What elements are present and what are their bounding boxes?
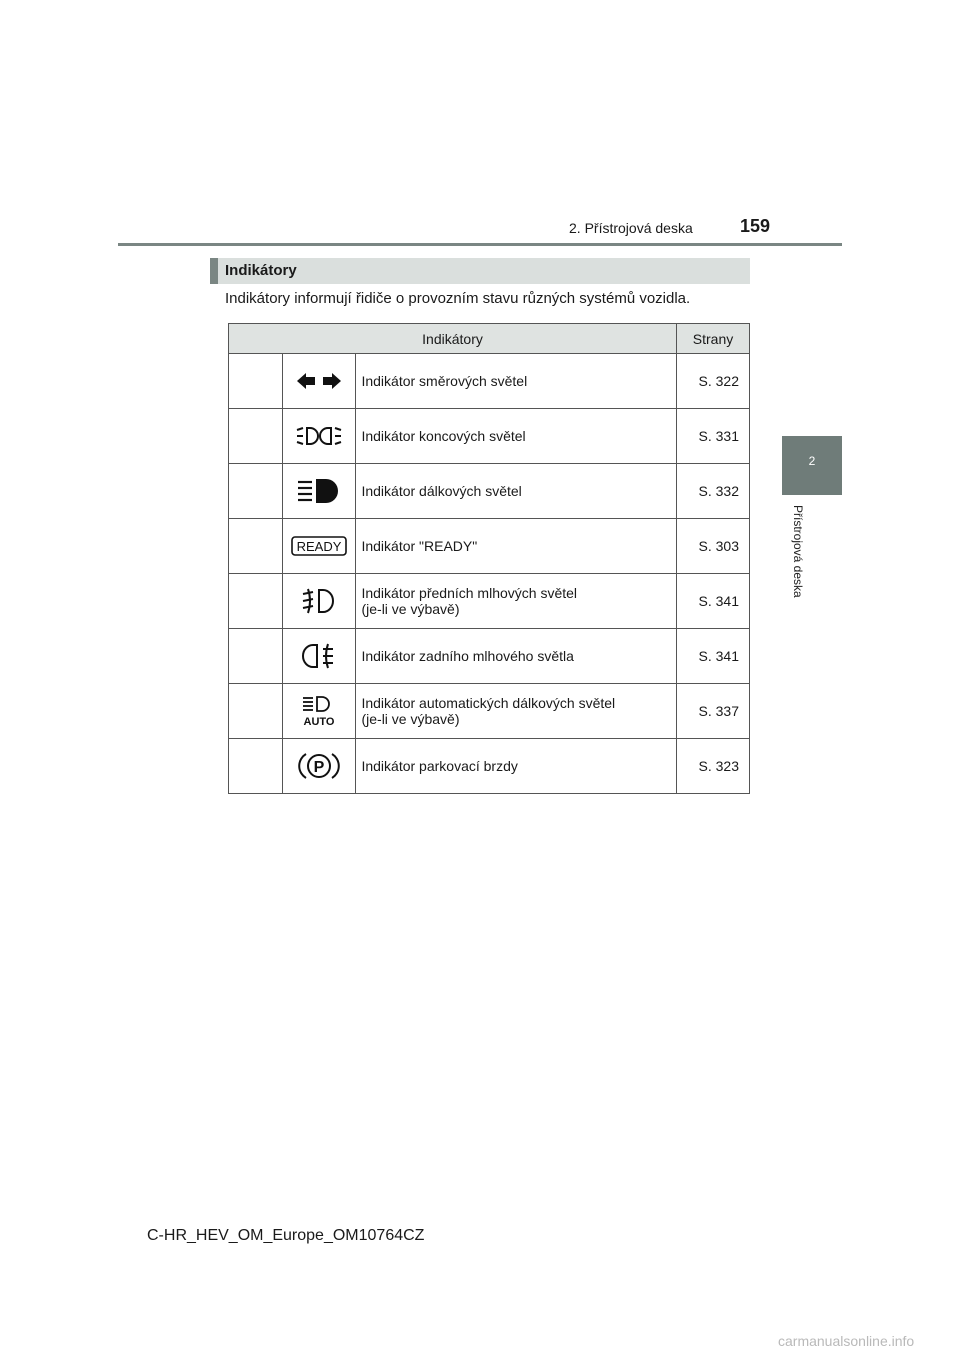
ready-indicator-icon: [291, 536, 347, 556]
watermark: carmanualsonline.info: [778, 1333, 915, 1349]
indicator-name: Indikátor "READY": [361, 538, 478, 554]
indicator-name: Indikátor zadního mlhového světla: [361, 648, 574, 664]
section-accent: [210, 258, 218, 284]
table-cell-icon: [283, 574, 356, 629]
indicator-name: Indikátor koncových světel: [361, 428, 526, 444]
section-title: Indikátory: [225, 262, 297, 279]
table-cell-blank: [229, 629, 283, 684]
page-ref: S. 331: [677, 409, 750, 464]
indicator-note: (je-li ve výbavě): [361, 711, 460, 727]
table-cell-blank: [229, 409, 283, 464]
front-fog-light-icon: [301, 587, 337, 615]
table-cell-icon: [283, 519, 356, 574]
parking-brake-icon: [298, 750, 340, 782]
auto-high-beam-icon: [299, 695, 339, 727]
intro-paragraph: Indikátory informují řidiče o provozním stavu různých systémů vozidla.: [225, 290, 691, 307]
table-cell-icon: [283, 739, 356, 794]
footer-document-code: C-HR_HEV_OM_Europe_OM10764CZ: [147, 1227, 425, 1244]
table-row: [229, 574, 750, 629]
indicator-name: Indikátor předních mlhových světel: [361, 585, 578, 601]
table-cell-icon: [283, 409, 356, 464]
tail-light-icon: [295, 424, 343, 448]
table-row: [229, 464, 750, 519]
table-row: [229, 519, 750, 574]
page-ref: S. 332: [677, 464, 750, 519]
indicator-name: Indikátor automatických dálkových světel: [361, 695, 616, 711]
table-cell-blank: [229, 354, 283, 409]
table-cell-icon: [283, 629, 356, 684]
table-row: [229, 684, 750, 739]
page-ref: S. 322: [677, 354, 750, 409]
table-cell-icon: [283, 684, 356, 739]
indicators-table: [228, 323, 750, 794]
section-heading-bar: [210, 258, 750, 284]
page-ref: S. 303: [677, 519, 750, 574]
table-row: [229, 739, 750, 794]
turn-signal-arrows-icon: [295, 371, 343, 391]
table-header-row: [229, 324, 750, 354]
chapter-tab-label: Přístrojová deska: [791, 505, 805, 598]
header-chapter-title: 2. Přístrojová deska: [569, 220, 693, 236]
chapter-tab-number: 2: [808, 454, 816, 468]
table-cell-blank: [229, 739, 283, 794]
header-indicators: Indikátory: [229, 324, 677, 354]
table-cell-blank: [229, 464, 283, 519]
table-row: [229, 629, 750, 684]
page-ref: S. 337: [677, 684, 750, 739]
indicator-name: Indikátor parkovací brzdy: [361, 758, 518, 774]
indicator-name: Indikátor dálkových světel: [361, 483, 522, 499]
ready-icon-text: READY: [297, 539, 342, 554]
page-ref: S. 341: [677, 574, 750, 629]
page-number: 159: [740, 216, 771, 236]
header-pages: Strany: [677, 324, 750, 354]
rear-fog-light-icon: [301, 642, 337, 670]
table-row: [229, 409, 750, 464]
header-divider: [118, 243, 842, 246]
parking-icon-text: P: [314, 759, 325, 776]
page-ref: S. 323: [677, 739, 750, 794]
table-cell-icon: [283, 354, 356, 409]
high-beam-icon: [296, 477, 342, 505]
auto-icon-text: AUTO: [303, 716, 335, 727]
table-cell-icon: [283, 464, 356, 519]
table-cell-blank: [229, 519, 283, 574]
indicator-name: Indikátor směrových světel: [361, 373, 528, 389]
table-row: [229, 354, 750, 409]
chapter-tab: [782, 436, 842, 495]
page-ref: S. 341: [677, 629, 750, 684]
table-cell-blank: [229, 684, 283, 739]
table-cell-blank: [229, 574, 283, 629]
indicator-note: (je-li ve výbavě): [361, 601, 460, 617]
